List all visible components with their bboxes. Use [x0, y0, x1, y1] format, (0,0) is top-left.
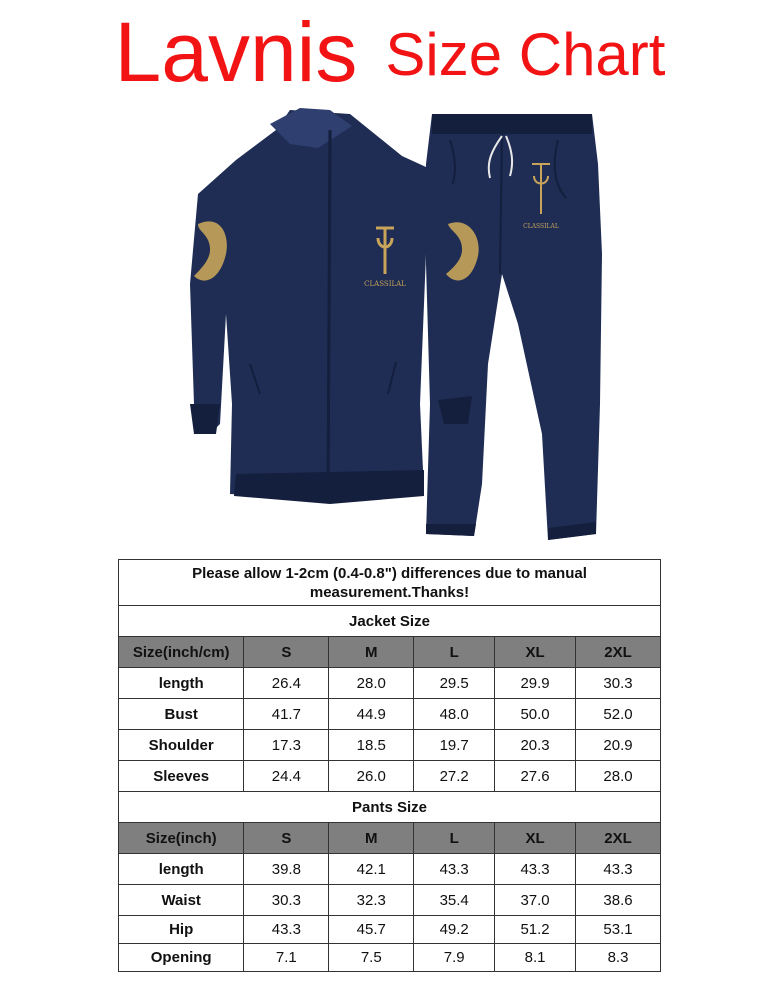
header-cell: 2XL	[576, 823, 661, 854]
table-cell: 48.0	[414, 699, 495, 730]
header-cell: L	[414, 823, 495, 854]
row-label: length	[119, 668, 244, 699]
table-cell: 30.3	[576, 668, 661, 699]
header-cell: XL	[495, 637, 576, 668]
header-cell: S	[244, 637, 329, 668]
table-row	[119, 854, 661, 885]
row-label: Opening	[119, 944, 244, 972]
jacket-emblem-text: CLASSILAL	[364, 280, 406, 288]
table-cell: 8.1	[495, 944, 576, 972]
table-cell: 27.6	[495, 761, 576, 792]
table-cell: 19.7	[414, 730, 495, 761]
header-cell: Size(inch/cm)	[119, 637, 244, 668]
table-cell: 20.3	[495, 730, 576, 761]
page-title	[0, 0, 780, 104]
table-cell: 30.3	[244, 885, 329, 916]
table-cell: 53.1	[576, 916, 661, 944]
table-row	[119, 885, 661, 916]
table-cell: 26.0	[329, 761, 414, 792]
measurement-note: Please allow 1-2cm (0.4-0.8") differences due to manual measurement.Thanks!	[119, 560, 661, 606]
table-cell: 43.3	[495, 854, 576, 885]
brand-name: Lavnis	[114, 5, 358, 99]
table-cell: 52.0	[576, 699, 661, 730]
table-cell: 29.9	[495, 668, 576, 699]
table-cell: 43.3	[244, 916, 329, 944]
table-cell: 18.5	[329, 730, 414, 761]
header-cell: M	[329, 823, 414, 854]
table-cell: 28.0	[576, 761, 661, 792]
table-cell: 32.3	[329, 885, 414, 916]
row-label: Sleeves	[119, 761, 244, 792]
table-cell: 51.2	[495, 916, 576, 944]
table-row	[119, 699, 661, 730]
table-cell: 24.4	[244, 761, 329, 792]
table-cell: 7.9	[414, 944, 495, 972]
table-cell: 45.7	[329, 916, 414, 944]
table-cell: 44.9	[329, 699, 414, 730]
table-cell: 35.4	[414, 885, 495, 916]
row-label: Hip	[119, 916, 244, 944]
table-cell: 37.0	[495, 885, 576, 916]
table-cell: 39.8	[244, 854, 329, 885]
header-cell: 2XL	[576, 637, 661, 668]
table-cell: 41.7	[244, 699, 329, 730]
table-row	[119, 944, 661, 972]
table-row	[119, 668, 661, 699]
table-cell: 29.5	[414, 668, 495, 699]
table-cell: 8.3	[576, 944, 661, 972]
row-label: Shoulder	[119, 730, 244, 761]
pants-emblem-text: CLASSILAL	[523, 223, 559, 230]
table-cell: 27.2	[414, 761, 495, 792]
header-cell: XL	[495, 823, 576, 854]
header-cell: L	[414, 637, 495, 668]
table-cell: 42.1	[329, 854, 414, 885]
tracksuit-image	[150, 104, 630, 552]
table-cell: 7.5	[329, 944, 414, 972]
jacket-section-title: Jacket Size	[119, 606, 661, 637]
table-cell: 17.3	[244, 730, 329, 761]
table-cell: 20.9	[576, 730, 661, 761]
table-cell: 49.2	[414, 916, 495, 944]
row-label: Bust	[119, 699, 244, 730]
table-cell: 7.1	[244, 944, 329, 972]
header-cell: M	[329, 637, 414, 668]
chart-title: Size Chart	[385, 21, 666, 88]
jacket-header-row	[119, 637, 661, 668]
row-label: length	[119, 854, 244, 885]
row-label: Waist	[119, 885, 244, 916]
table-cell: 50.0	[495, 699, 576, 730]
table-cell: 28.0	[329, 668, 414, 699]
pants-header-row	[119, 823, 661, 854]
table-row	[119, 916, 661, 944]
table-row	[119, 730, 661, 761]
table-row	[119, 761, 661, 792]
table-cell: 26.4	[244, 668, 329, 699]
header-cell: Size(inch)	[119, 823, 244, 854]
table-cell: 38.6	[576, 885, 661, 916]
table-cell: 43.3	[414, 854, 495, 885]
table-cell: 43.3	[576, 854, 661, 885]
pants-section-title: Pants Size	[119, 792, 661, 823]
header-cell: S	[244, 823, 329, 854]
size-chart-table	[118, 559, 661, 972]
